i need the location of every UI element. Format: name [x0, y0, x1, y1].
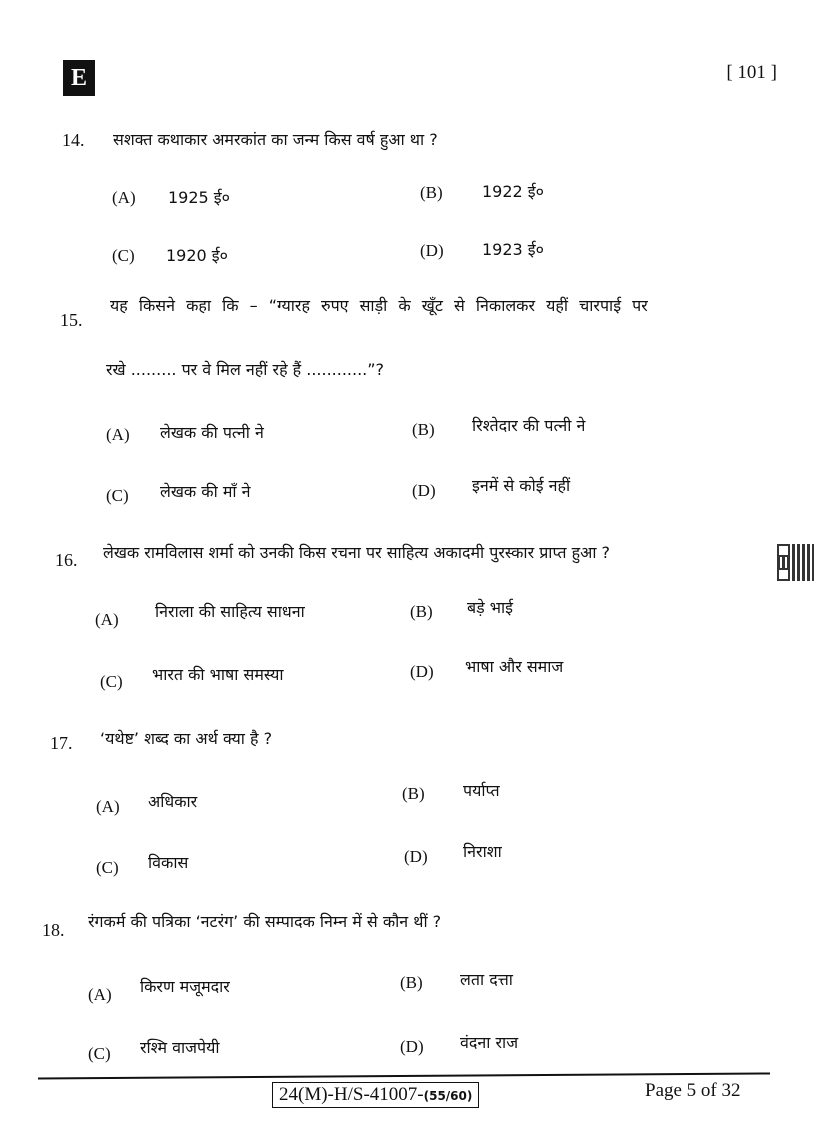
- option-label[interactable]: (D): [410, 662, 434, 681]
- option-text: लेखक की माँ ने: [160, 482, 251, 501]
- option-label[interactable]: (B): [420, 183, 443, 202]
- question-text: सशक्त कथाकार अमरकांत का जन्म किस वर्ष हुआ था ?: [113, 130, 438, 149]
- question-text: रंगकर्म की पत्रिका ‘नटरंग’ की सम्पादक निम्न में से कौन थीं ?: [88, 912, 442, 931]
- option-label[interactable]: (B): [402, 784, 425, 803]
- option-text: इनमें से कोई नहीं: [472, 476, 571, 495]
- question-number: 17.: [50, 733, 73, 753]
- option-text: किरण मजूमदार: [140, 977, 230, 996]
- option-label[interactable]: (B): [400, 973, 423, 992]
- option-text: बड़े भाई: [467, 598, 514, 617]
- option-label[interactable]: (C): [112, 246, 135, 265]
- option-label[interactable]: (A): [106, 425, 130, 444]
- option-text: रिश्तेदार की पत्नी ने: [472, 416, 586, 435]
- option-text: निराला की साहित्य साधना: [155, 602, 305, 621]
- option-label[interactable]: (D): [412, 481, 436, 500]
- option-text: निराशा: [463, 842, 502, 861]
- option-text: वंदना राज: [460, 1033, 519, 1052]
- question-number: 15.: [60, 310, 83, 330]
- option-text: रश्मि वाजपेयी: [140, 1038, 220, 1057]
- question-number: 16.: [55, 550, 78, 570]
- option-label[interactable]: (C): [96, 858, 119, 877]
- question-text: यह किसने कहा कि – “ग्यारह रुपए साड़ी के खूँट से निकालकर यहीं चारपाई पर: [110, 296, 648, 315]
- option-label[interactable]: (B): [412, 420, 435, 439]
- question-number: 18.: [42, 920, 65, 940]
- question-text: लेखक रामविलास शर्मा को उनकी किस रचना पर साहित्य अकादमी पुरस्कार प्राप्त हुआ ?: [103, 543, 611, 562]
- option-text: 1922 ई०: [482, 182, 544, 201]
- question-code: [ 101 ]: [726, 62, 777, 83]
- option-text: 1920 ई०: [166, 246, 228, 265]
- qr-code: [777, 544, 814, 581]
- option-label[interactable]: (A): [95, 610, 119, 629]
- set-badge: E: [63, 60, 95, 96]
- option-text: पर्याप्त: [463, 781, 500, 800]
- option-text: अधिकार: [148, 792, 198, 811]
- option-label[interactable]: (D): [404, 847, 428, 866]
- option-text: 1925 ई०: [168, 188, 230, 207]
- option-label[interactable]: (B): [410, 602, 433, 621]
- question-number: 14.: [62, 130, 85, 150]
- paper-code-main: 24(M)-H/S-41007-: [279, 1084, 424, 1105]
- option-label[interactable]: (D): [420, 241, 444, 260]
- footer-rule: [38, 1072, 770, 1079]
- option-label[interactable]: (C): [106, 486, 129, 505]
- paper-code: [272, 1082, 479, 1108]
- option-label[interactable]: (A): [96, 797, 120, 816]
- option-text: विकास: [148, 853, 189, 872]
- question-text-cont: रखे ......... पर वे मिल नहीं रहे हैं ............”?: [106, 360, 385, 379]
- option-text: भाषा और समाज: [465, 657, 564, 676]
- option-label[interactable]: (C): [100, 672, 123, 691]
- option-label[interactable]: (A): [88, 985, 112, 1004]
- option-text: भारत की भाषा समस्या: [152, 665, 284, 684]
- option-label[interactable]: (D): [400, 1037, 424, 1056]
- question-text: ‘यथेष्ट’ शब्द का अर्थ क्या है ?: [100, 729, 273, 748]
- option-text: लेखक की पत्नी ने: [160, 423, 264, 442]
- option-label[interactable]: (C): [88, 1044, 111, 1063]
- page-number: Page 5 of 32: [645, 1080, 741, 1101]
- option-label[interactable]: (A): [112, 188, 136, 207]
- paper-code-suffix: (55/60): [423, 1089, 473, 1103]
- option-text: 1923 ई०: [482, 240, 544, 259]
- option-text: लता दत्ता: [460, 970, 513, 989]
